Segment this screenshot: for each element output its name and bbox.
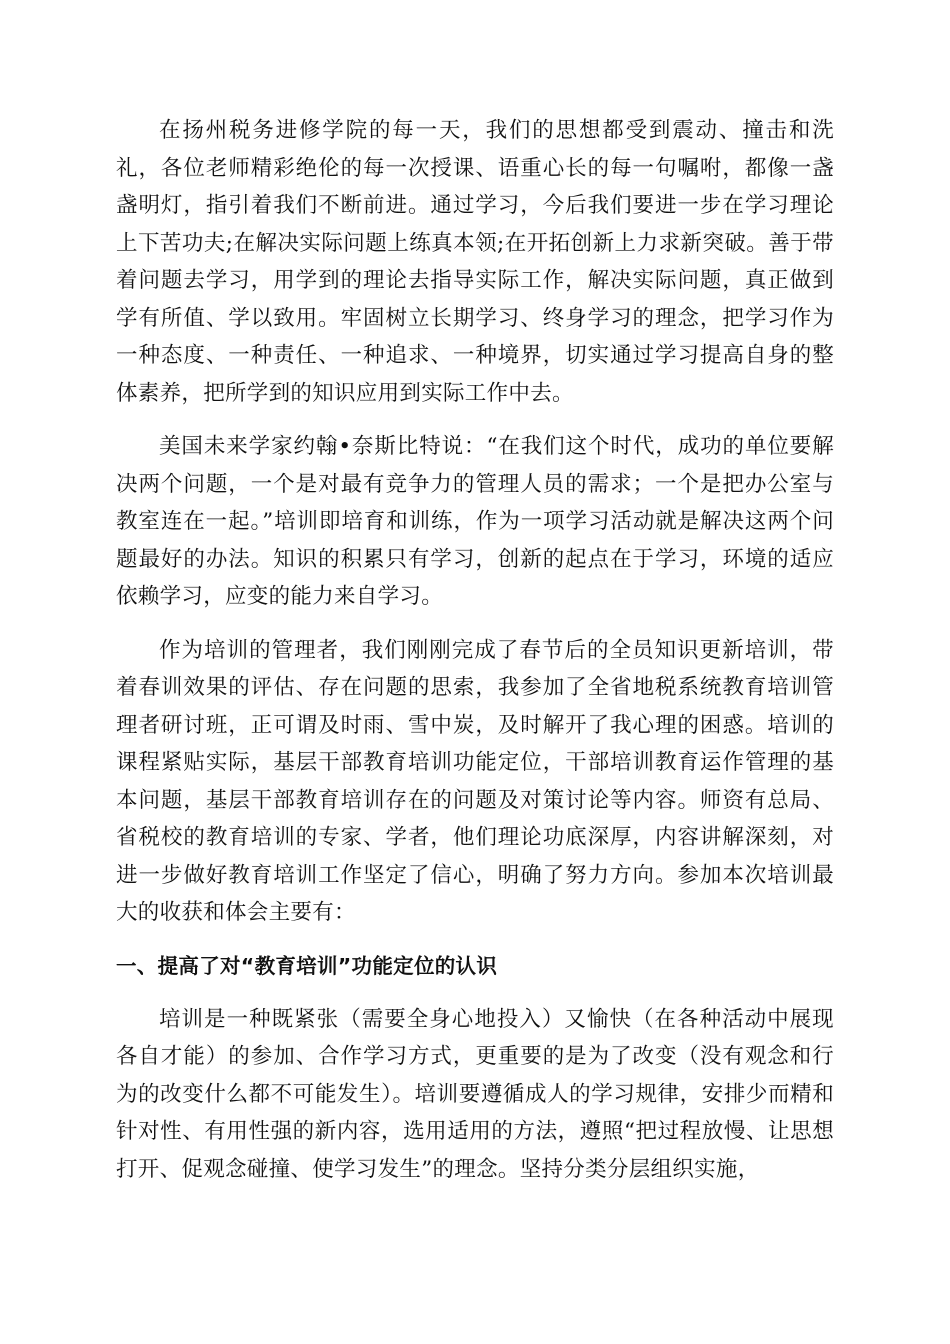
paragraph-naisbitt-quote: 美国未来学家约翰•奈斯比特说：“在我们这个时代，成功的单位要解决两个问题，一个是对最有竞争力的管理人员的需求；一个是把办公室与教室连在一起。”培训即培育和训练，作为一项学习活动就是解决这两个问题最好的办法。知识的积累只有学习，创新的起点在于学习，环境的适应依赖学习，应变的能力来自学习。 [116, 434, 834, 609]
paragraph-training-definition: 培训是一种既紧张（需要全身心地投入）又愉快（在各种活动中展现各自才能）的参加、合作学习方式，更重要的是为了改变（没有观念和行为的改变什么都不可能发生）。培训要遵循成人的学习规律，安排少而精和针对性、有用性强的新内容，选用适用的方法，遵照“把过程放慢、让思想打开、促观念碰撞、使学习发生”的理念。坚持分类分层组织实施， [116, 1006, 834, 1182]
section-heading: 一、提高了对“教育培训”功能定位的认识 [116, 953, 498, 978]
paragraph-study-reflection: 在扬州税务进修学院的每一天，我们的思想都受到震动、撞击和洗礼，各位老师精彩绝伦的每一次授课、语重心长的每一句嘱咐，都像一盏盏明灯，指引着我们不断前进。通过学习，今后我们要进一步在学习理论上下苦功夫;在解决实际问题上练真本领;在开拓创新上力求新突破。善于带着问题去学习，用学到的理论去指导实际工作，解决实际问题，真正做到学有所值、学以致用。牢固树立长期学习、终身学习的理念，把学习作为一种态度、一种责任、一种追求、一种境界，切实通过学习提高自身的整体素养，把所学到的知识应用到实际工作中去。 [116, 118, 834, 406]
paragraph-training-manager: 作为培训的管理者，我们刚刚完成了春节后的全员知识更新培训，带着春训效果的评估、存在问题的思索，我参加了全省地税系统教育培训管理者研讨班，正可谓及时雨、雪中炭，及时解开了我心理的困惑。培训的课程紧贴实际，基层干部教育培训功能定位，干部培训教育运作管理的基本问题，基层干部教育培训存在的问题及对策讨论等内容。师资有总局、省税校的教育培训的专家、学者，他们理论功底深厚，内容讲解深刻，对进一步做好教育培训工作坚定了信心，明确了努力方向。参加本次培训最大的收获和体会主要有： [116, 637, 834, 925]
document-body [116, 112, 834, 1204]
